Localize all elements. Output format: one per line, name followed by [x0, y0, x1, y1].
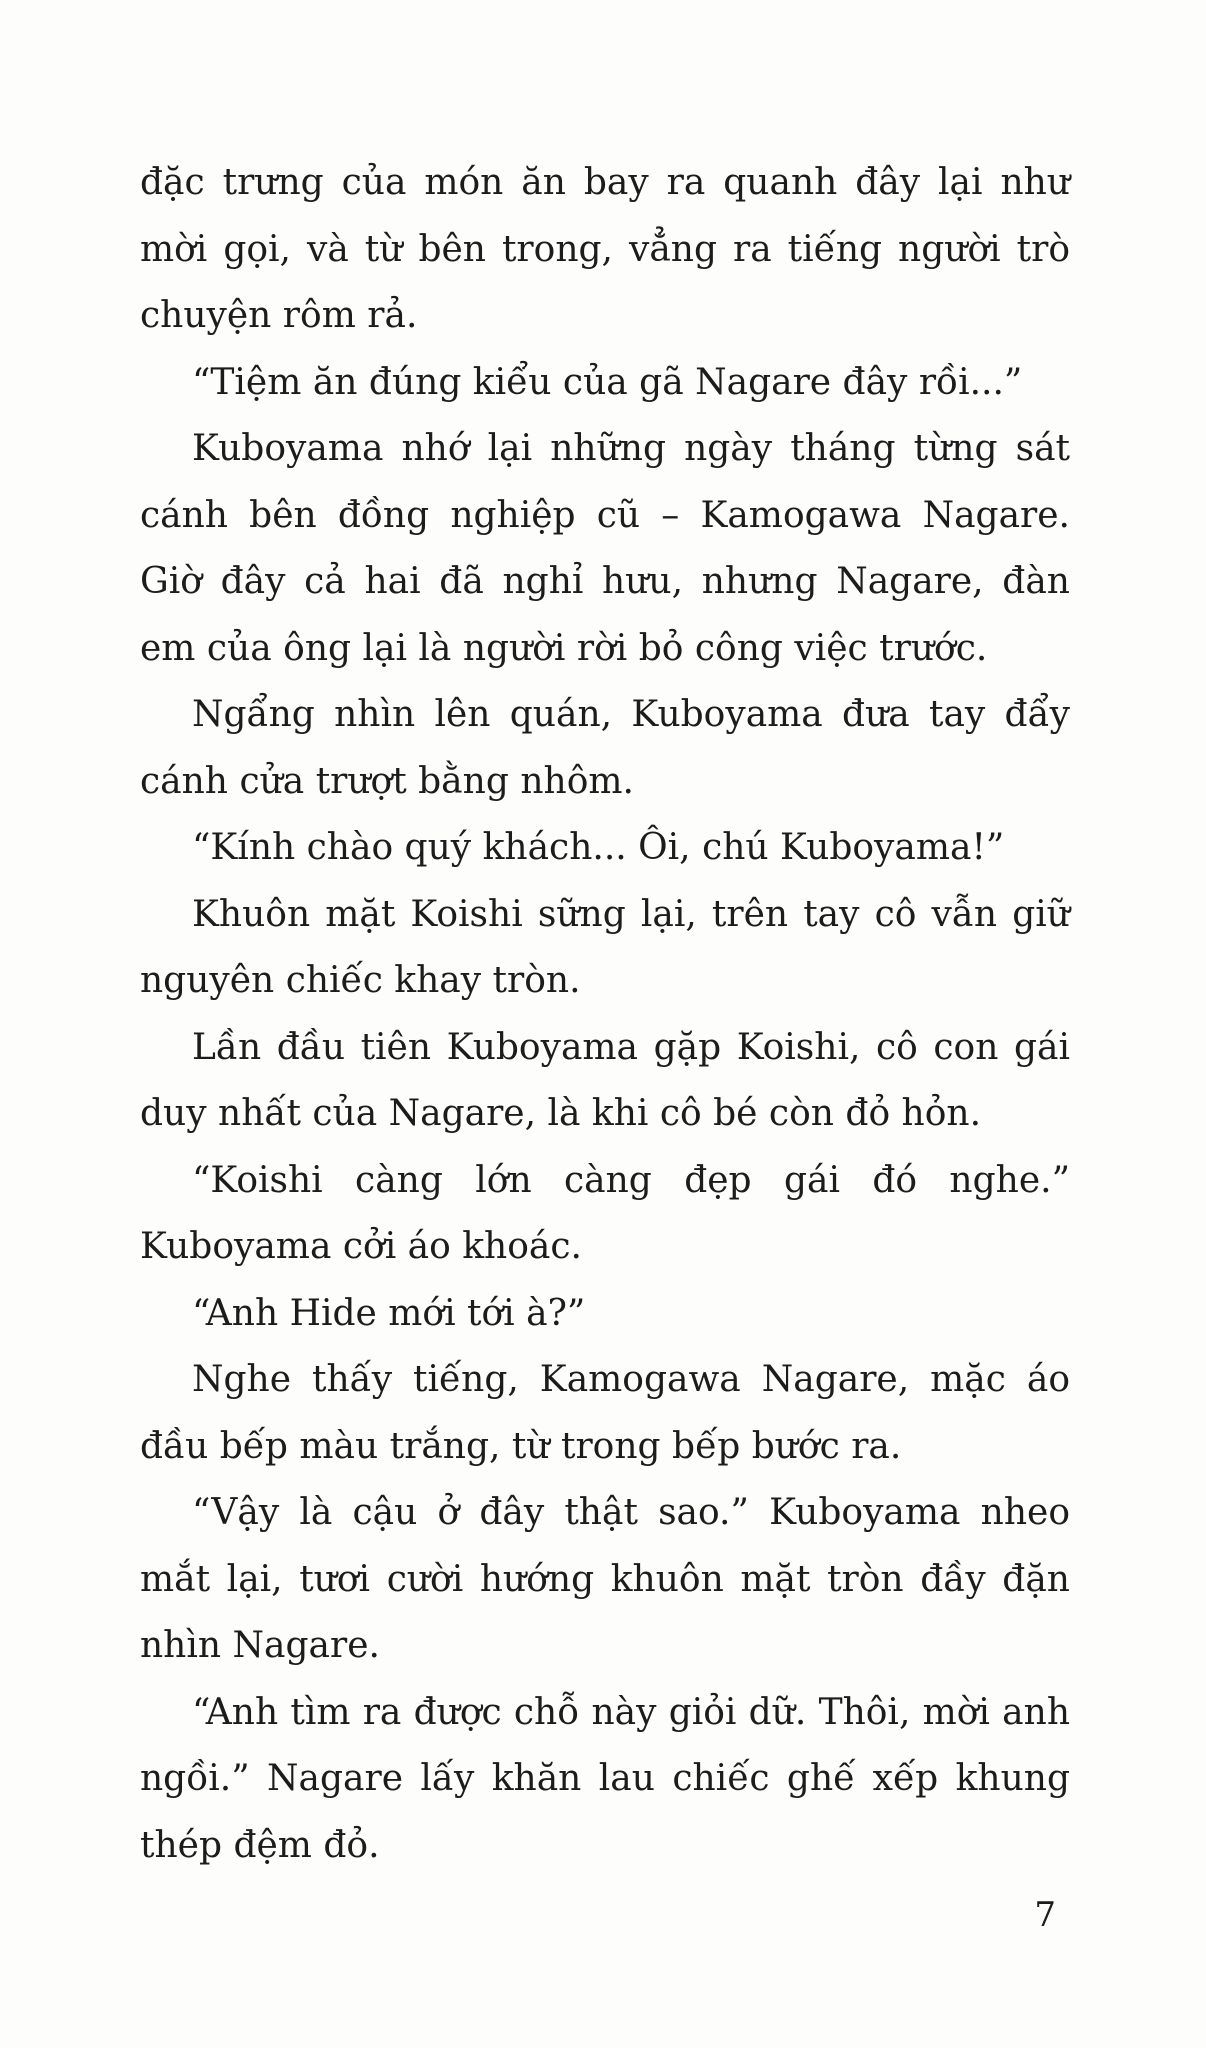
body-text — [140, 150, 1070, 1879]
page-number: 7 — [1034, 1895, 1056, 1935]
paragraph: Ngẩng nhìn lên quán, Kuboyama đưa tay đẩy cánh cửa trượt bằng nhôm. — [140, 694, 1070, 802]
paragraph: “Anh Hide mới tới à?” — [192, 1292, 586, 1334]
paragraph: “Kính chào quý khách... Ôi, chú Kuboyama!” — [192, 827, 1005, 868]
paragraph: “Anh tìm ra được chỗ này giỏi dữ. Thôi, mời anh ngồi.” Nagare lấy khăn lau chiếc ghế xếp khung thép đệm đỏ. — [140, 1691, 1070, 1866]
paragraph-continuation: đặc trưng của món ăn bay ra quanh đây lại như mời gọi, và từ bên trong, vẳng ra tiếng người trò chuyện rôm rả. — [140, 162, 1070, 336]
paragraph: “Koishi càng lớn càng đẹp gái đó nghe.” Kuboyama cởi áo khoác. — [140, 1159, 1070, 1267]
paragraph: Nghe thấy tiếng, Kamogawa Nagare, mặc áo đầu bếp màu trắng, từ trong bếp bước ra. — [140, 1359, 1070, 1467]
paragraph: Kuboyama nhớ lại những ngày tháng từng sát cánh bên đồng nghiệp cũ – Kamogawa Nagare. Giờ đây cả hai đã nghỉ hưu, nhưng Nagare, đàn em của ông lại là người rời bỏ công việc trước. — [140, 428, 1070, 669]
paragraph: “Vậy là cậu ở đây thật sao.” Kuboyama nheo mắt lại, tươi cười hướng khuôn mặt tròn đầy đặn nhìn Nagare. — [140, 1492, 1070, 1666]
paragraph: “Tiệm ăn đúng kiểu của gã Nagare đây rồi...” — [192, 361, 1023, 403]
paragraph: Khuôn mặt Koishi sững lại, trên tay cô vẫn giữ nguyên chiếc khay tròn. — [140, 893, 1070, 1001]
paragraph: Lần đầu tiên Kuboyama gặp Koishi, cô con gái duy nhất của Nagare, là khi cô bé còn đỏ hỏn. — [140, 1026, 1070, 1134]
